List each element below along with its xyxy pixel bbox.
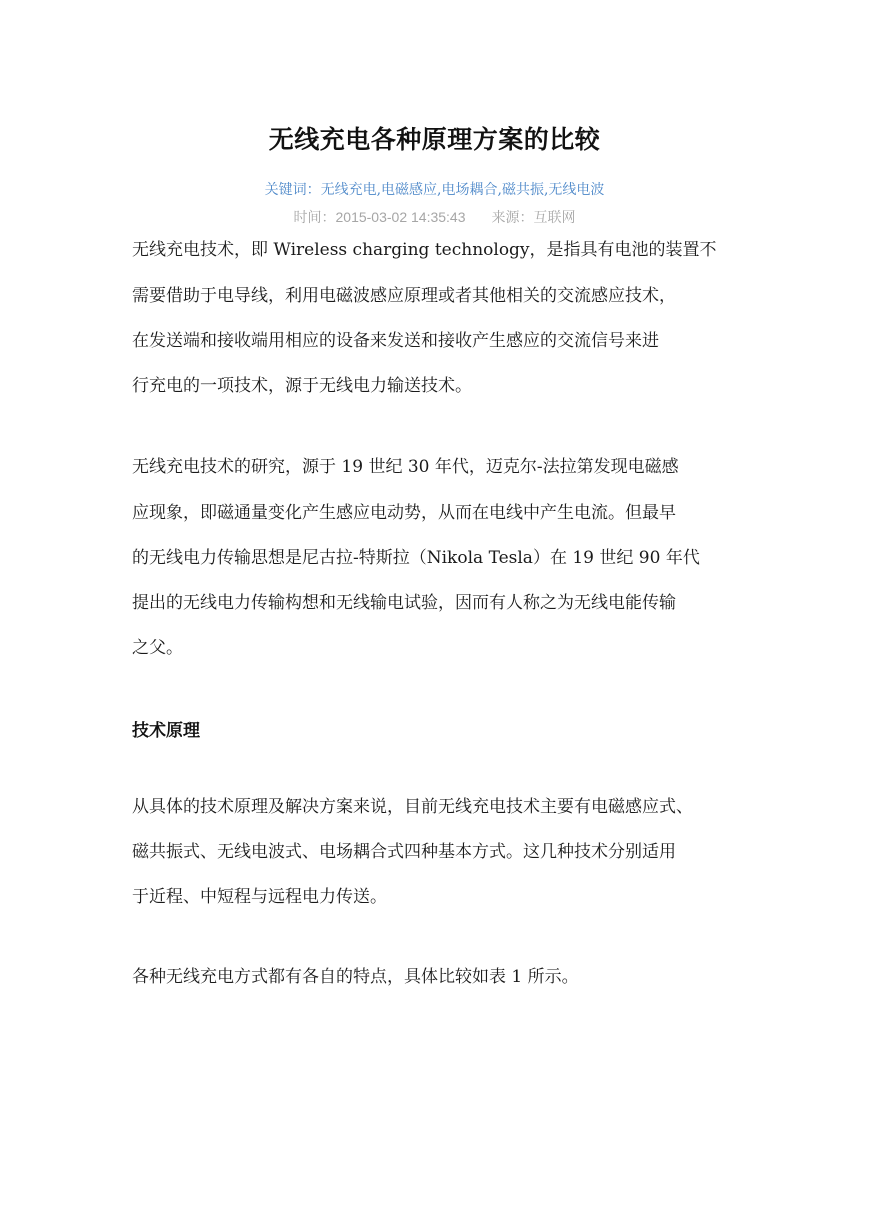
article-title: 无线充电各种原理方案的比较: [268, 125, 601, 154]
keywords-label: 关键词：: [264, 182, 321, 198]
paragraph-2-line-1: 无线充电技术的研究，源于 19 世纪 30 年代，迈克尔-法拉第发现电磁感: [132, 457, 679, 477]
paragraph-2-line-4: 提出的无线电力传输构想和无线输电试验，因而有人称之为无线电能传输: [132, 593, 676, 613]
section-heading: 技术原理: [132, 721, 200, 741]
keywords-links[interactable]: 无线充电,电磁感应,电场耦合,磁共振,无线电波: [320, 182, 605, 198]
paragraph-4-line-1: 各种无线充电方式都有各自的特点，具体比较如表 1 所示。: [132, 967, 579, 987]
paragraph-2-line-2: 应现象，即磁通量变化产生感应电动势，从而在电线中产生电流。但最早: [132, 503, 676, 523]
time-value: 2015-03-02 14:35:43: [335, 209, 466, 225]
keywords-line: [0, 179, 869, 199]
paragraph-2-line-5: 之父。: [132, 638, 183, 658]
paragraph-1-line-2: 需要借助于电导线，利用电磁波感应原理或者其他相关的交流感应技术，: [132, 286, 676, 306]
meta-line: [0, 207, 869, 227]
source-value: 互联网: [533, 210, 576, 226]
paragraph-1-line-4: 行充电的一项技术，源于无线电力输送技术。: [132, 376, 472, 396]
paragraph-3-line-3: 于近程、中短程与远程电力传送。: [132, 887, 387, 907]
source-label: 来源：: [491, 210, 534, 226]
time-label: 时间：: [293, 210, 336, 226]
paragraph-2-line-3: 的无线电力传输思想是尼古拉-特斯拉（Nikola Tesla）在 19 世纪 90 年代: [132, 548, 700, 568]
paragraph-3-line-2: 磁共振式、无线电波式、电场耦合式四种基本方式。这几种技术分别适用: [132, 842, 676, 862]
paragraph-3-line-1: 从具体的技术原理及解决方案来说，目前无线充电技术主要有电磁感应式、: [132, 797, 693, 817]
paragraph-1-line-3: 在发送端和接收端用相应的设备来发送和接收产生感应的交流信号来进: [132, 331, 659, 351]
paragraph-1-line-1: 无线充电技术，即 Wireless charging technology，是指具有电池的装置不: [132, 240, 717, 260]
